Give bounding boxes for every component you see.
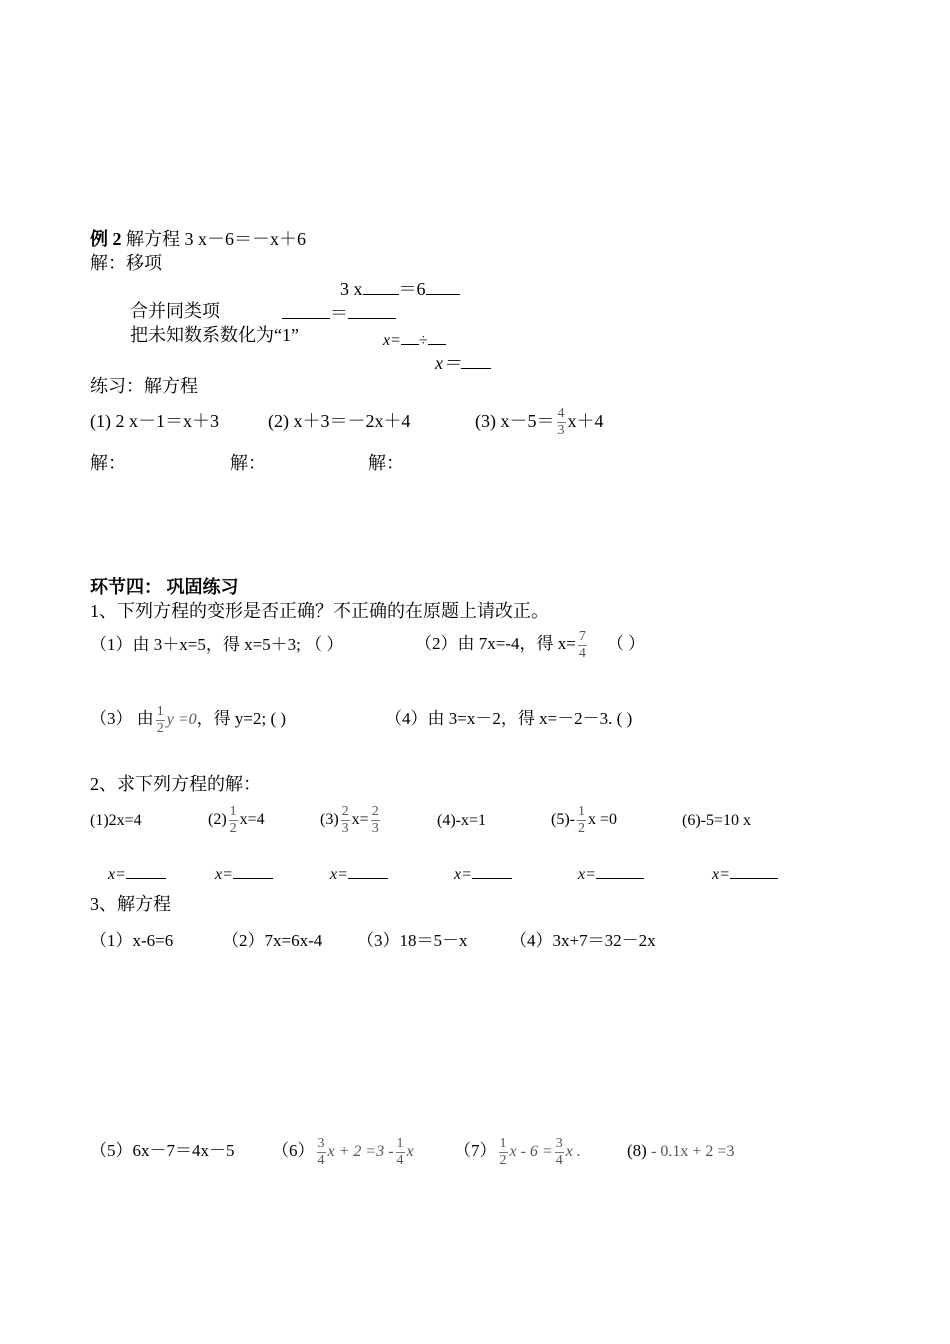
example-label: 例 2 [90, 229, 122, 249]
practice-q3-right: x＋4 [567, 411, 604, 431]
step2-equation [282, 300, 396, 324]
blank[interactable] [461, 350, 491, 369]
step2-eq: ＝ [330, 303, 348, 323]
q3-item7: （7） $\frac{1}{2}$ x - 6 = $\frac{3}{4}$ x . [454, 1135, 581, 1168]
q3-item2: （2）7x=6x-4 [222, 931, 323, 950]
q2-item5: (5)- $\frac{1}{2}$ x =0 [551, 803, 618, 836]
practice-sol1: 解： [90, 453, 126, 473]
section4-title: 环节四： 巩固练习 [90, 577, 239, 597]
q2-item2: (2) $\frac{1}{2}$ x=4 [208, 803, 265, 836]
q2-item6: (6)-5=10 x [682, 812, 752, 829]
blank[interactable] [730, 860, 778, 879]
q1-title: 1、下列方程的变形是否正确？不正确的在原题上请改正。 [90, 601, 549, 621]
fraction: $\frac{3}{4}$ [317, 1135, 325, 1168]
step1-equation [340, 276, 460, 300]
q3-item5: （5）6x－7＝4x－5 [90, 1141, 235, 1160]
q3-title: 3、解方程 [90, 894, 171, 914]
q2-answer5: x= [578, 860, 644, 886]
step3-div: ÷ [418, 332, 428, 349]
step4-equation [435, 350, 491, 374]
practice-q1: (1) 2 x－1＝x＋3 [90, 411, 219, 431]
practice-sol3: 解： [368, 453, 404, 473]
q2-answer3: x= [330, 860, 388, 886]
q2-title: 2、求下列方程的解： [90, 774, 261, 794]
q1-item3-right: ，得 y=2; ( ) [196, 709, 287, 728]
solution-move-terms: 解：移项 [90, 253, 162, 273]
q2-item4: (4)-x=1 [437, 812, 487, 829]
q2-item3: (3) $\frac{2}{3}$ x= $\frac{2}{3}$ [320, 803, 379, 836]
step1-right: ＝6 [398, 279, 426, 299]
blank[interactable] [233, 860, 273, 879]
q3-item8: (8) - 0.1x + 2 =3 [627, 1141, 735, 1160]
fraction: $\frac{1}{2}$ [577, 803, 585, 836]
fraction: $\frac{1}{4}$ [396, 1135, 404, 1168]
q3-item3: （3）18＝5－x [357, 931, 468, 950]
q1-item3 [90, 700, 286, 739]
q1-item4: （4）由 3=x－2，得 x=－2－3. ( ) [385, 709, 633, 728]
blank[interactable] [282, 300, 330, 319]
fraction: $\frac{2}{3}$ [341, 803, 349, 836]
q1-item2-paren: （ ） [606, 634, 646, 653]
practice-q3 [475, 403, 604, 439]
blank[interactable] [348, 860, 388, 879]
example-equation: 解方程 3 x－6＝－x＋6 [126, 229, 306, 249]
q1-item2-left: （2）由 7x=-4，得 x= [415, 634, 576, 653]
blank[interactable] [596, 860, 644, 879]
step3-x: x= [383, 332, 401, 349]
q1-item1: （1）由 3＋x=5，得 x=5＋3; （ ） [90, 635, 344, 654]
q3-item4: （4）3x+7＝32－2x [510, 931, 656, 950]
fraction: $\frac{1}{2}$ [156, 703, 164, 736]
step3-label: 把未知数系数化为“1” [130, 325, 299, 345]
blank[interactable] [472, 860, 512, 879]
q3-item6: （6） $\frac{3}{4}$ x + 2 =3 - $\frac{1}{4}$ x [272, 1135, 414, 1168]
q1-item3-eq: y =0 [166, 711, 197, 728]
practice-q3-left: (3) x－5＝ [475, 411, 555, 431]
practice-sol2: 解： [230, 453, 266, 473]
practice-q2: (2) x＋3＝－2x＋4 [268, 411, 411, 431]
step3-equation [383, 326, 446, 352]
fraction: $\frac{1}{2}$ [229, 803, 237, 836]
step1-left: 3 x [340, 279, 363, 299]
blank[interactable] [348, 300, 396, 319]
q1-item3-left: （3） 由 [90, 709, 154, 728]
step4-x: x＝ [435, 353, 461, 373]
blank[interactable] [426, 276, 460, 295]
fraction: $\frac{3}{4}$ [555, 1135, 563, 1168]
blank[interactable] [401, 326, 419, 345]
fraction: $\frac{1}{2}$ [499, 1135, 507, 1168]
blank[interactable] [428, 326, 446, 345]
q2-item1: (1)2x=4 [90, 812, 142, 829]
q2-answer1: x= [108, 860, 166, 886]
q1-item2 [415, 625, 645, 663]
fraction: $\frac{4}{3}$ [557, 406, 565, 439]
q2-answer6: x= [712, 860, 778, 886]
q3-item1: （1）x-6=6 [90, 931, 174, 950]
example-title [90, 228, 306, 250]
q2-answer4: x= [454, 860, 512, 886]
blank[interactable] [363, 276, 399, 295]
fraction: $\frac{7}{4}$ [578, 628, 586, 661]
practice-title: 练习：解方程 [90, 376, 198, 396]
q2-answer2: x= [215, 860, 273, 886]
fraction: $\frac{2}{3}$ [371, 803, 379, 836]
step2-label: 合并同类项 [130, 301, 220, 321]
blank[interactable] [126, 860, 166, 879]
